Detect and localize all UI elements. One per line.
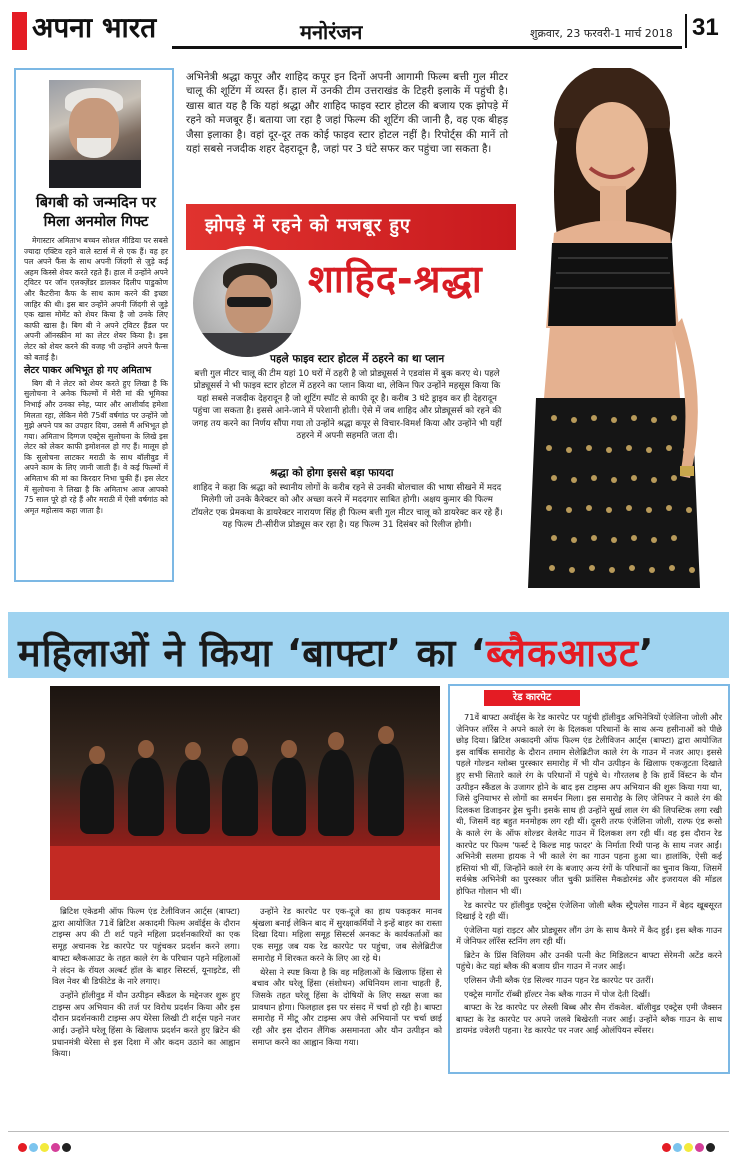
sidebar-paragraph: मेगास्टार अमिताभ बच्चन सोशल मीडिया पर सबसे ज्यादा एक्टिव रहने वाले स्टार्स में से एक हैं। वह हर पल अपने फैंस के साथ अपनी जिंदगी से जुड़े कई अहम किस्से शेयर करते रहते हैं। हाल में उन्होंने अपने ट्विटर पर जॉन एलक्ज़ेंडर डालकर दिलीप पाडुकोण और कैटरीना कैफ के साथ काम करने की इच्छा जाहिर की थी। इस बार उन्होंने अपनी जिंदगी से जुड़े एक खास मोमेंट को शेयर किया है जो उनके लिए काफी खास है। बिग बी ने अपने ट्विटर हैंडल पर अपनी ऑनस्क्रीन मां का लेटर शेयर किया है। इस लेटर को शेयर करने की वजह भी उन्होंने अपने फैन्स को बताई है। bbox=[24, 236, 168, 362]
bafta-paragraph: उन्होंने रेड कारपेट पर एक-दूजे का हाथ पकड़कर मानव श्रृंखला बनाई लेकिन बाद में सुरक्षाकर्मियों ने इन्हें बाहर का रास्ता दिखा दिया। महिला समूह सिस्टर्स अनकट के कार्यकर्ताओं का एक समूह जब यक रेड कारपेट पर पहुंचा, जब सेलेब्रिटीज समारोह में शिरकत करने के लिए आ रहे थे। bbox=[252, 906, 442, 963]
red-carpet-paragraph: रेड कारपेट पर हॉलीवुड एक्ट्रेस एंजेलिना जोली ब्लैक स्ट्रैपलेस गाउन में बेहद खूबसूरत दिखाई दे रही थीं। bbox=[456, 899, 722, 922]
section-title: पहले फाइव स्टार होटल में ठहरने का था प्लान bbox=[270, 353, 445, 365]
section-body bbox=[190, 482, 504, 532]
page-number: 31 bbox=[692, 14, 719, 41]
sidebar-article bbox=[14, 68, 174, 582]
registration-dot bbox=[51, 1143, 60, 1152]
red-carpet-paragraph: एलिसन जैनी ब्लैक एंड सिल्वर गाउन पहन रेड कारपेट पर उतरीं। bbox=[464, 975, 654, 986]
masthead bbox=[0, 0, 737, 58]
bafta-paragraph: थेरेसा ने स्पष्ट किया है कि वह महिलाओं के खिलाफ हिंसा से बचाव और घरेलू हिंसा (संशोधन) अधिनियम लाना चाहती हैं, जिसके तहत घरेलू हिंसा के दोषियों के लिए सख्त सजा का प्रावधान होगा। फिलहाल इस पर संसद में चर्चा हो रही है। बाफ्टा समारोह में मीटू और टाइम्स अप जैसे अभियानों पर चर्चा छाई रही और इस दौरान लैंगिक असमानता और यौन उत्पीड़न को समाप्त करने का आह्वान किया गया। bbox=[252, 966, 442, 1047]
section-label: मनोरंजन bbox=[300, 20, 363, 44]
registration-dot bbox=[62, 1143, 71, 1152]
registration-dot bbox=[29, 1143, 38, 1152]
registration-dot bbox=[662, 1143, 671, 1152]
kicker-text: झोपड़े में रहने को मजबूर हुए bbox=[205, 215, 411, 236]
shraddha-intro: अभिनेत्री श्रद्धा कपूर और शाहिद कपूर इन दिनों अपनी आगामी फिल्म बत्ती गुल मीटर चालू की शूटिंग में व्यस्त हैं। हाल में उनकी टीम उत्तराखंड के टिहरी इलाके में पहुंची है। खास बात यह है कि यहां श्रद्धा और शाहिद फाइव स्टार होटल की बजाय एक झोपड़े में रहने को मजबूर हैं। बताया जा रहा है जहां फिल्म की शूटिंग की जानी है, वह एक बीहड़ जैसा इलाका है। वहां दूर-दूर तक कोई फाइव स्टार होटल नहीं है। रिपोर्ट्स की मानें तो यहां सबसे नजदीक शहर देहरादून है, जहां पर 3 घंटे सफर कर पहुंचा जा सकता है। bbox=[186, 71, 508, 156]
registration-dot bbox=[695, 1143, 704, 1152]
section-paragraph: बत्ती गुल मीटर चालू की टीम यहां 10 घरों में ठहरी है जो प्रोड्यूसर्स ने एडवांस में बुक करए थे। पहले प्रोड्यूसर्स ने भी फाइव स्टार होटल में ठहरने का प्लान किया था, लेकिन फिर उन्होंने महसूस किया कि यहां सबसे नजदीक देहरादून है जो शूटिंग स्पॉट से काफी दूर है। करीब 3 घंटे ड्राइव कर ही देहरादून पहुंचा जा सकता है। इससे आने-जाने में परेशानी होती। ऐसे में जब शाहिद और प्रोड्यूसर्स को रहने की जगह तय करने का निर्णय सौंपा गया तो उन्होंने श्रद्धा कपूर से विचार-विमर्श किया और उन्होंने भी यहीं ठहरने में अपनी सहमति जता दी। bbox=[192, 369, 502, 442]
registration-dot bbox=[40, 1143, 49, 1152]
red-carpet-paragraph: बाफ्टा के रेड कारपेट पर लेस्ली बिब्ब और सैम रॉकवेल. बॉलीवुड एक्ट्रेस एमी जैक्सन बाफ्टा के रेड कारपेट पर अपने जलवे बिखेरती नजर आईं। उन्होंने ब्लैक गाउन के साथ डायमंड ज्वेलरी पहना। रेड कारपेट पर नजर आईं ओलंपियन स्पेंसर। bbox=[456, 1002, 722, 1036]
brand-logo-mark bbox=[12, 12, 27, 50]
header-rule bbox=[172, 46, 682, 49]
registration-dot bbox=[673, 1143, 682, 1152]
bafta-paragraph: ब्रिटिश एकेडमी ऑफ फिल्म एंड टेलीविजन आर्ट्स (बाफ्टा) द्वारा आयोजित 71वें ब्रिटिश अकादमी फिल्म अवॉर्ड्स के दौरान टाइम्स अप की टी शर्ट पहने महिला प्रदर्शनकारियों का एक समूह अचानक रेड कारपेट पर पहुंचकर प्रदर्शन करने लगा। बाफ्टा ब्लैकआउट के तहत काले रंग के परिधान पहने महिलाओं ने लंदन के रॉयल अल्बर्ट हॉल के बाहर सिस्टर्स, यूनाइटेड, सी विल नेवर बी डिफीटेड के नारे लगाए। bbox=[52, 906, 240, 987]
registration-dot bbox=[684, 1143, 693, 1152]
brand-name: अपना भारत bbox=[32, 11, 157, 44]
bafta-column-2 bbox=[252, 906, 442, 1050]
red-carpet-label: रेड कारपेट bbox=[484, 690, 580, 706]
headline-suffix: ’ bbox=[638, 631, 655, 675]
footer-registration-marks bbox=[0, 1138, 737, 1162]
section-body bbox=[190, 368, 504, 442]
headline-highlight: ब्लैकआउट bbox=[486, 631, 639, 675]
bafta-headline bbox=[18, 626, 654, 678]
registration-dot bbox=[18, 1143, 27, 1152]
sidebar-body bbox=[24, 236, 168, 518]
shahid-photo bbox=[190, 246, 304, 360]
article-headline-names: शाहिद-श्रद्धा bbox=[308, 257, 483, 301]
page-number-divider bbox=[685, 14, 687, 48]
registration-dot bbox=[706, 1143, 715, 1152]
bafta-column-1 bbox=[52, 906, 240, 1062]
amitabh-photo bbox=[49, 80, 141, 188]
sidebar-headline: बिगबी को जन्मदिन पर मिला अनमोल गिफ्ट bbox=[36, 195, 156, 230]
issue-date: शुक्रवार, 23 फरवरी-1 मार्च 2018 bbox=[530, 27, 673, 40]
shraddha-photo bbox=[504, 68, 730, 588]
red-carpet-paragraph: ब्रिटेन के प्रिंस विलियम और उनकी पत्नी केट मिडिलटन बाफ्टा सेरेमनी अटेंड करने पहुंचे। केट यहां ब्लैक की बजाय ग्रीन गाउन में नजर आईं। bbox=[456, 949, 722, 972]
bafta-paragraph: उन्होंने हॉलीवुड में यौन उत्पीड़न स्कैंडल के मद्देनजर शुरू हुए टाइम्स अप अभियान की तर्ज पर विरोध प्रदर्शन किया और इस दौरान प्रदर्शनकारी टाइम्स अप थेरेसा लिखी टी शर्ट्स पहने नजर आईं। उन्होंने घरेलू हिंसा के खिलाफ प्रदर्शन करते हुए ब्रिटेन की प्रधानमंत्री थेरेसा से इस दिशा में और कदम उठाने का आह्वान किया। bbox=[52, 989, 240, 1059]
section-paragraph: शाहिद ने कहा कि श्रद्धा को स्थानीय लोगों के करीब रहने से उनकी बोलचाल की भाषा सीखने में मदद मिलेगी जो उनके कैरेक्टर को और अच्छा करने में मददगार साबित होगी। अक्षय कुमार की फिल्म टॉयलेट एक प्रेमकथा के डायरेक्टर नारायण सिंह ही फिल्म बत्ती गुल मीटर चालू को डायरेक्ट कर रहे हैं। यह फिल्म टी-सीरीज प्रोड्यूस कर रहा है। यह फिल्म 31 दिसंबर को रिलीज होगी। bbox=[191, 483, 503, 531]
red-carpet-body bbox=[456, 712, 722, 1039]
sidebar-paragraph: बिग बी ने लेटर को शेयर करते हुए लिखा है कि सुलोचना ने अनेक फिल्मों में मेरी मां की भूमिका निभाई और उनका स्नेह, प्यार और आशीर्वाद हमेशा मिलता रहा, लेकिन मेरी 75वीं वर्षगांठ पर उन्होंने जो मुझे अपने पत्र का उपहार दिया, उससे मैं अभिभूत हो गया। अमिताभ दिग्गज एक्ट्रेस सुलोचना के लिखे इस लेटर को लेकर काफी इमोशनल हो गए हैं। मालूम हो कि सुलोचना लाटकर मराठी के साथ बॉलीवुड में अपने काम के लिए जानी जाती हैं। वे कई फिल्मों में अमिताभ की मां का किरदार निभा चुकी हैं। इस लेटर में सुलोचना ने लिखा है कि अमिताभ आज आपको 75 साल पूरे हो रहे हैं और मराठी में ऐसी वर्षगांठ को अमृत महोत्सव कहा जाता है। bbox=[24, 378, 168, 515]
headline-prefix: महिलाओं ने किया ‘बाफ्टा’ का ‘ bbox=[18, 631, 487, 675]
sidebar-subhead: लेटर पाकर अभिभूत हो गए अमिताभ bbox=[24, 365, 152, 377]
footer-rule bbox=[8, 1131, 729, 1132]
section-title: श्रद्धा को होगा इससे बड़ा फायदा bbox=[270, 467, 394, 479]
red-carpet-paragraph: 71वें बाफ्टा अवॉर्ड्स के रेड कारपेट पर पहुंची हॉलीवुड अभिनेत्रियों एंजेलिना जोली और जेनिफर लॉरेंस ने अपने काले रंग के दिलकश परिधानों के साथ अन्य हसीनाओं को पीछे छोड़ दिया। ब्रिटिश अकादमी ऑफ फिल्म एंड टेलीविजन आर्ट्स (बाफ्टा) द्वारा आयोजित इस वार्षिक समारोह के दौरान तमाम सेलेब्रिटीज काले रंग के गाउन में नजर आए। इससे पहले गोल्डन ग्लोब्स पुरस्कार समारोह में भी यौन उत्पीड़न के खिलाफ एकजुटता दिखाते हुए सभी सितारे काले रंग के परिधानों में पहुंचे थे। गौरतलब है कि हार्वे विंस्टन के यौन उत्पीड़न स्कैंडल के उजागर होने के बाद इस टाइम्स अप अभियान की शुरू किया गया था, जिसे दुनियाभर से लोगों का समर्थन मिला। इस समारोह के लिए जेनिफर ने काले रंग की दिलकश डिजाइनर ड्रेस चुनी। इसके साथ ही उन्होंने सुर्ख लाल रंग की लिपस्टिक लगा रखी थी, जिसमें वह बहुत मनमोहक लग रही थीं। दूसरी तरफ एंजेलिना जोली, राल्फ एंड रूसो के काले रंग के ऑफ शोल्डर वेलवेट गाउन में दिलकश लग रही थीं। वह इस दौरान रेड कारपेट पर फिल्म 'फर्स्ट दे किल्ड माइ फादर' के निर्माता रिथी पान्ह के साथ नजर आईं। अभिनेत्री सलमा हायक ने भी काले रंग का गाउन पहना हुआ था। हालांकि, ऐसी कई हस्तियां भी थीं, जिन्होंने काले रंग के बजाए अन्य रंगों के परिधानों का चुनाव किया, जिसमें सर्वश्रेष्ठ अभिनेत्री का पुरस्कार जीत चुकी फ्रांसिस मैकडोरमंड और इजरायल की मॉडल होफित गोलान भी थीं। bbox=[456, 712, 722, 896]
bafta-protest-photo bbox=[50, 686, 440, 900]
red-carpet-paragraph: एंजेलिना यहां राइटर और प्रोड्यूसर लौंग उंग के साथ कैमरे में कैद हुईं। इस ब्लैक गाउन में जेनिफर लॉरेंस स्टनिंग लग रही थीं। bbox=[456, 924, 722, 947]
red-carpet-paragraph: एक्ट्रेस मार्गोट रॉब्बी हॉल्टर नेक ब्लैक गाउन में पोज देती दिखीं। bbox=[464, 988, 651, 999]
